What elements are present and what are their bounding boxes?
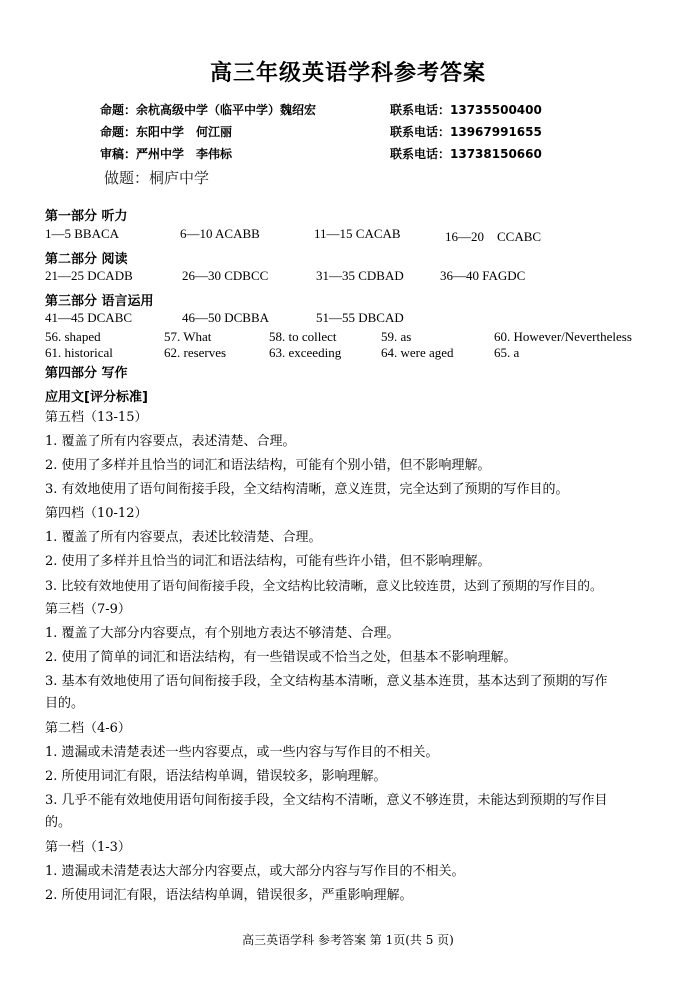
part4-heading: 第四部分 写作 — [45, 366, 128, 381]
part3-heading: 第三部分 语言运用 — [45, 294, 154, 309]
author-phone-2: 联系电话：13967991655 — [390, 125, 542, 139]
writing-criteria-heading: 应用文[评分标准] — [45, 390, 148, 405]
part1-answer: 11—15 CACAB — [314, 226, 401, 241]
criteria-item: 1. 覆盖了大部分内容要点，有个别地方表达不够清楚、合理。 — [45, 626, 400, 641]
criteria-item: 3. 有效地使用了语句间衔接手段，全文结构清晰，意义连贯，完全达到了预期的写作目的。 — [45, 482, 569, 497]
page-footer: 高三英语学科 参考答案 第 1页(共 5 页) — [242, 933, 454, 947]
part1-answer: 1—5 BBACA — [45, 226, 120, 241]
fill-answer: 65. a — [494, 345, 520, 360]
criteria-item: 1. 覆盖了所有内容要点，表述清楚、合理。 — [45, 434, 296, 449]
author-phone-1: 联系电话：13735500400 — [390, 103, 542, 117]
page-title: 高三年级英语学科参考答案 — [209, 61, 486, 86]
author-role-2: 命题：东阳中学 何江丽 — [100, 125, 233, 139]
fill-answer: 58. to collect — [269, 329, 337, 344]
reviewer-phone: 联系电话：13738150660 — [390, 147, 542, 161]
fill-answer: 60. However/Nevertheless — [494, 329, 632, 344]
reviewer-role: 审稿：严州中学 李伟标 — [100, 147, 233, 161]
part1-heading: 第一部分 听力 — [45, 209, 128, 224]
fill-answer: 56. shaped — [45, 329, 101, 344]
part2-answer: 31—35 CDBAD — [316, 268, 404, 283]
criteria-item: 1. 遗漏或未清楚表述一些内容要点，或一些内容与写作目的不相关。 — [45, 745, 439, 760]
criteria-item: 2. 使用了多样并且恰当的词汇和语法结构，可能有些许小错，但不影响理解。 — [45, 554, 491, 569]
part2-answer: 21—25 DCADB — [45, 268, 133, 283]
criteria-item: 2. 使用了多样并且恰当的词汇和语法结构，可能有个别小错，但不影响理解。 — [45, 458, 491, 473]
criteria-item: 2. 使用了简单的词汇和语法结构，有一些错误或不恰当之处，但基本不影响理解。 — [45, 650, 517, 665]
fill-answer: 61. historical — [45, 345, 113, 360]
criteria-item: 2. 所使用词汇有限，语法结构单调，错误很多，严重影响理解。 — [45, 888, 413, 903]
part3-answer: 46—50 DCBBA — [182, 310, 270, 325]
criteria-item: 2. 所使用词汇有限，语法结构单调，错误较多，影响理解。 — [45, 769, 387, 784]
criteria-item: 1. 覆盖了所有内容要点，表述比较清楚、合理。 — [45, 530, 322, 545]
tier-heading: 第五档（13-15） — [45, 410, 148, 425]
part3-answer: 51—55 DBCAD — [316, 310, 404, 325]
fill-answer: 63. exceeding — [269, 345, 342, 360]
fill-answer: 57. What — [164, 329, 212, 344]
fill-answer: 62. reserves — [164, 345, 227, 360]
tier-heading: 第一档（1-3） — [45, 840, 131, 855]
criteria-item: 3. 几乎不能有效地使用语句间衔接手段，全文结构不清晰，意义不够连贯，未能达到预期的写作目 — [45, 793, 608, 808]
tier-heading: 第四档（10-12） — [45, 506, 148, 521]
part2-heading: 第二部分 阅读 — [45, 252, 128, 267]
criteria-item-continued: 的。 — [45, 815, 72, 830]
tier-heading: 第三档（7-9） — [45, 602, 131, 617]
criteria-item: 3. 基本有效地使用了语句间衔接手段，全文结构基本清晰，意义基本连贯，基本达到了预期的写作 — [45, 674, 608, 689]
part1-answer: 6—10 ACABB — [180, 226, 260, 241]
part2-answer: 26—30 CDBCC — [182, 268, 269, 283]
part3-answer: 41—45 DCABC — [45, 310, 133, 325]
criteria-item: 3. 比较有效地使用了语句间衔接手段，全文结构比较清晰，意义比较连贯，达到了预期的写作目的。 — [45, 578, 603, 593]
part2-answer: 36—40 FAGDC — [440, 268, 526, 283]
part1-answer: 16—20 CCABC — [445, 229, 542, 244]
tier-heading: 第二档（4-6） — [45, 721, 131, 736]
solver-school: 做题：桐庐中学 — [104, 169, 210, 187]
fill-answer: 64. were aged — [381, 345, 454, 360]
fill-answer: 59. as — [381, 329, 412, 344]
criteria-item-continued: 目的。 — [45, 696, 85, 711]
criteria-item: 1. 遗漏或未清楚表达大部分内容要点，或大部分内容与写作目的不相关。 — [45, 864, 465, 879]
author-role-1: 命题：余杭高级中学（临平中学）魏绍宏 — [100, 103, 317, 117]
